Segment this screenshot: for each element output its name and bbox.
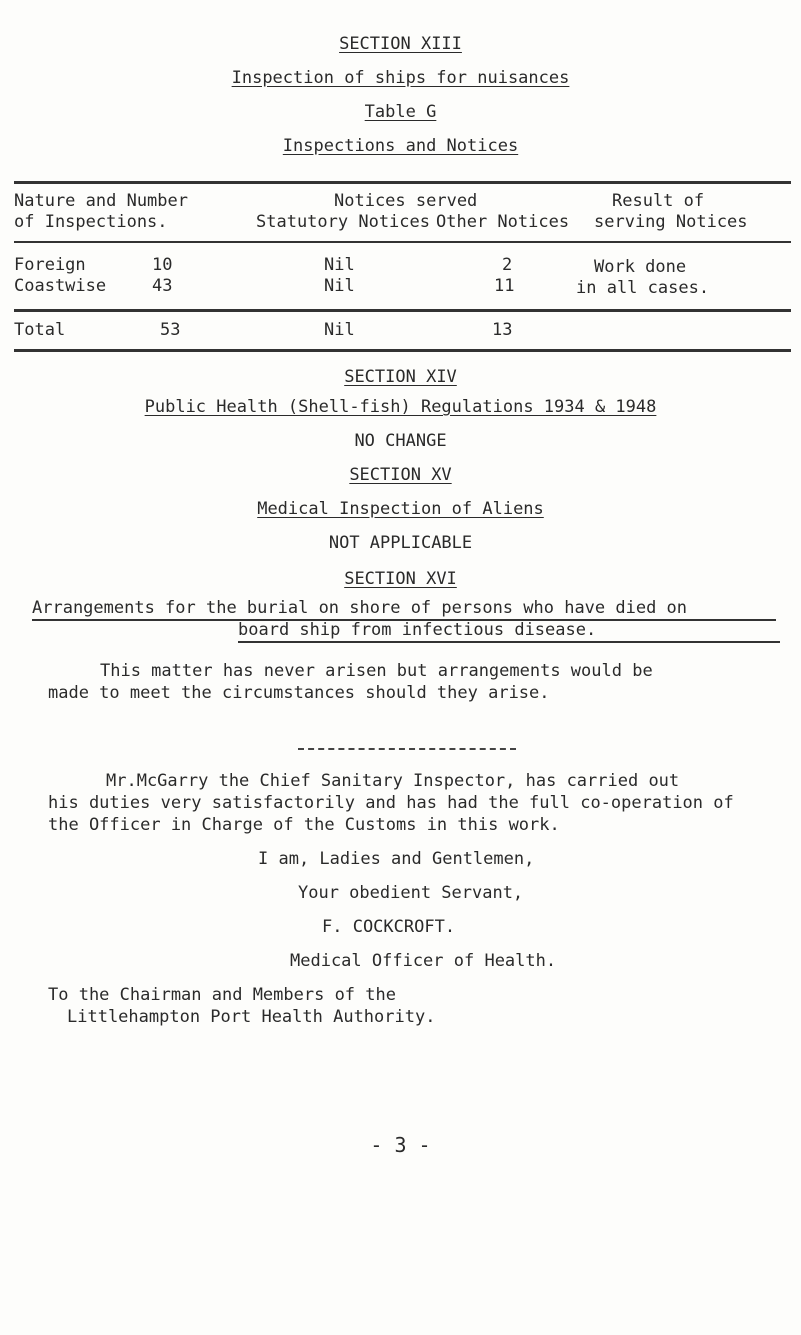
subtitle-underline-2	[238, 641, 780, 643]
total-label: Total	[14, 320, 66, 340]
header-notices-served: Notices served	[334, 191, 478, 211]
row-statutory: Nil	[324, 255, 355, 275]
section-xvi-subtitle-line1: Arrangements for the burial on shore of persons who have died on	[32, 598, 688, 618]
result-line2: in all cases.	[576, 278, 710, 298]
table-bottom-rule	[14, 349, 791, 352]
total-top-rule	[14, 309, 791, 312]
row-statutory: Nil	[324, 276, 355, 296]
total-number: 53	[160, 320, 181, 340]
row-other: 11	[494, 276, 515, 296]
section-xvi-subtitle-line2: board ship from infectious disease.	[238, 620, 597, 640]
section-xiv-subtitle: Public Health (Shell-fish) Regulations 1934 & 1948	[144, 397, 657, 417]
closing-para-line1: Mr.McGarry the Chief Sanitary Inspector, has carried out	[106, 771, 680, 791]
header-col1-line2: of Inspections.	[14, 212, 168, 232]
page-number: - 3 -	[370, 1133, 431, 1157]
section-xvi-para-line2: made to meet the circumstances should they arise.	[48, 683, 550, 703]
section-xiii-heading: SECTION XIII	[339, 34, 462, 54]
header-result-line2: serving Notices	[594, 212, 748, 232]
addressee-line2: Littlehampton Port Health Authority.	[67, 1007, 436, 1027]
row-nature: Coastwise	[14, 276, 107, 296]
table-label: Table G	[364, 102, 437, 122]
section-xvi-heading: SECTION XVI	[344, 569, 457, 589]
addressee-line1: To the Chairman and Members of the	[48, 985, 396, 1005]
header-statutory-notices: Statutory Notices	[256, 212, 430, 232]
row-other: 2	[502, 255, 513, 275]
result-line1: Work done	[594, 257, 687, 277]
signer-title: Medical Officer of Health.	[290, 951, 557, 971]
header-col1-line1: Nature and Number	[14, 191, 188, 211]
section-xiv-heading: SECTION XIV	[344, 367, 457, 387]
row-number: 10	[152, 255, 173, 275]
section-xvi-para-line1: This matter has never arisen but arrangements would be	[100, 661, 653, 681]
section-xv-subtitle: Medical Inspection of Aliens	[257, 499, 544, 519]
section-xv-note: NOT APPLICABLE	[328, 533, 473, 553]
row-nature: Foreign	[14, 255, 86, 275]
header-result-line1: Result of	[612, 191, 705, 211]
header-bottom-rule	[14, 241, 791, 243]
section-xiv-note: NO CHANGE	[354, 431, 447, 451]
total-other: 13	[492, 320, 513, 340]
section-xv-heading: SECTION XV	[349, 465, 452, 485]
table-title: Inspections and Notices	[282, 136, 519, 156]
salutation: I am, Ladies and Gentlemen,	[258, 849, 535, 869]
signature: F. COCKCROFT.	[322, 917, 456, 937]
closing-para-line3: the Officer in Charge of the Customs in this work.	[48, 815, 560, 835]
closing-para-line2: his duties very satisfactorily and has had the full co-operation of	[48, 793, 734, 813]
total-statutory: Nil	[324, 320, 355, 340]
valediction: Your obedient Servant,	[298, 883, 524, 903]
header-other-notices: Other Notices	[436, 212, 570, 232]
row-number: 43	[152, 276, 173, 296]
dashed-separator	[298, 748, 516, 750]
table-top-rule	[14, 181, 791, 184]
section-xiii-subtitle: Inspection of ships for nuisances	[231, 68, 570, 88]
